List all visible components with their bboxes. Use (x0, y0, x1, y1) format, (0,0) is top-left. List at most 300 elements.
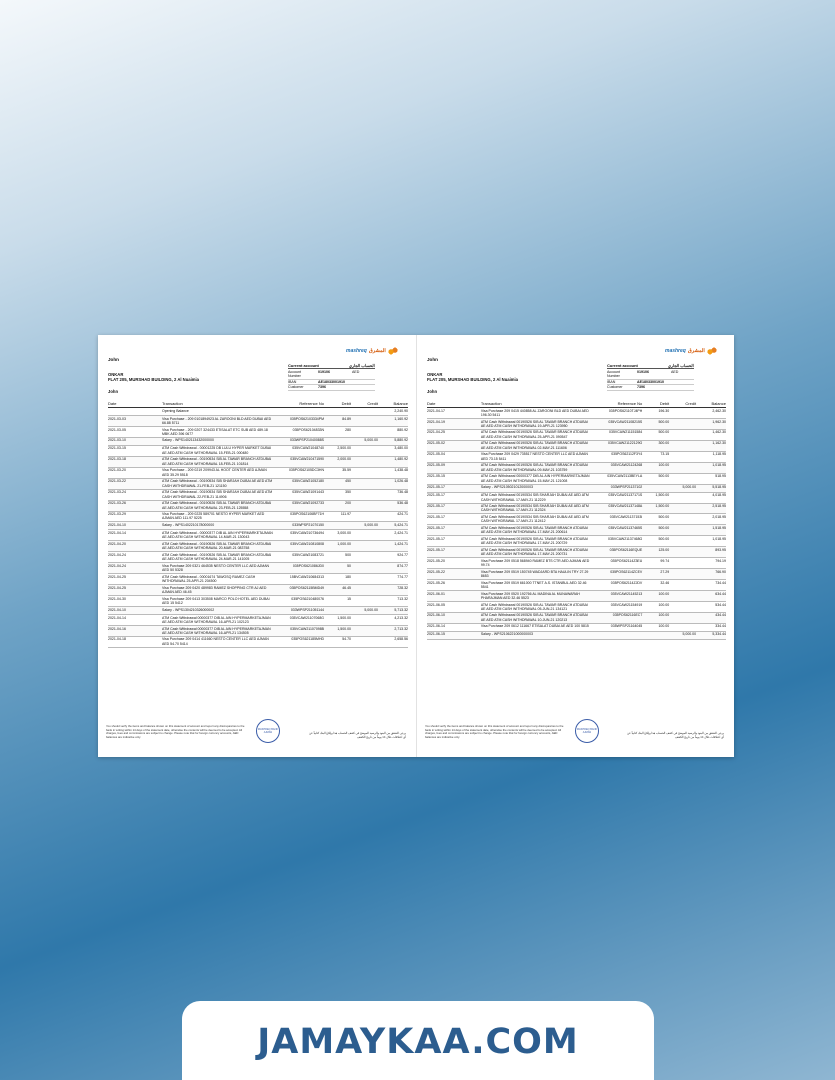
table-row (108, 607, 408, 615)
cell-desc: Visa Purchase 209 0429 735517 NESTO CENTER LLC AED AJMAN AED 73.15 5411 (480, 452, 588, 461)
cell-desc: Visa Purchase - 209 0225 589701 NESTO HYPER MARKET AED AJMAN AED 111.97 5225 (162, 512, 265, 521)
cell-ref (591, 632, 642, 638)
cell-credit (351, 479, 378, 488)
statement-page-2 (416, 335, 734, 757)
cell-bal: 766.90 (715, 569, 726, 574)
cell-bal: 4,213.32 (394, 615, 408, 620)
cell-bal: 5,713.32 (394, 607, 408, 612)
table-header (108, 401, 408, 408)
cell-bal: 634.44 (715, 591, 726, 596)
cell-debit: 1,500.00 (655, 493, 670, 498)
cell-debit: 46.45 (342, 585, 351, 590)
cell-ref: 035VCAW21137153I (609, 515, 643, 520)
cell-credit (351, 531, 378, 540)
cell-desc: ATM Cash Withdrawal 00190526 SIB AL TAWAR BRANCH ATDUBAI AE AED ATM CASH WITHDRAWAL 17-MAY-21 200731 (480, 547, 588, 557)
cell-desc: Visa Purchase - 209 0207 324433 ETISALAT ETC SUB AED 489.18 MBK AED 396 0677 (162, 427, 268, 436)
cell-desc: Salary - WPS1304210326000002 (162, 607, 215, 612)
cell-bal: 424.71 (397, 512, 408, 517)
cell-bal: 874.77 (397, 563, 408, 568)
bank-stamp (575, 719, 599, 743)
cell-ref: 035VCAW21145213 (610, 591, 643, 596)
cell-debit: 100.00 (658, 591, 670, 596)
cell-ref: 035VCAW21137171S (608, 493, 643, 498)
cell-date: 2021-03-24 (108, 490, 126, 495)
table-row (108, 626, 408, 637)
cell-bal: 924.77 (397, 552, 408, 557)
cell-bal: 1,438.48 (394, 468, 408, 473)
stamp-text: MASHREQ BANK AJMAN (257, 727, 279, 734)
bank-logo-ar: المشرق (687, 347, 705, 354)
cell-ref: 035VCAW21107098B (290, 626, 324, 631)
table-row (427, 452, 726, 463)
bank-logo-ar: المشرق (368, 347, 386, 354)
bank-logo (665, 347, 717, 355)
account-caption-en: Current account (288, 363, 319, 368)
cell-debit: 3,000.00 (337, 531, 351, 536)
cell-ref: 15BVCAW210684313 (289, 574, 324, 579)
column-header: Date (108, 401, 117, 406)
cell-debit: 500.00 (658, 536, 670, 541)
bank-stamp (256, 719, 280, 743)
cell-ref: 035POS62115BMD49 (289, 585, 324, 590)
cell-credit (351, 457, 378, 466)
cell-date: 2021-04-10 (108, 523, 126, 528)
cell-bal: 536.48 (397, 501, 408, 506)
table-row (108, 615, 408, 626)
account-row-value: AE18033001910 (318, 379, 345, 384)
account-row-value: 7396 (637, 385, 645, 390)
cell-debit: 300.00 (658, 441, 670, 446)
cell-debit (324, 608, 351, 614)
table-row (108, 552, 408, 563)
cell-debit: 73.15 (660, 452, 670, 457)
table-row (108, 490, 408, 501)
table-row (427, 536, 726, 547)
cell-date: 2021-06-05 (427, 602, 445, 607)
column-header: Debit (341, 401, 351, 406)
cell-debit: 2,000.00 (337, 457, 351, 462)
column-header: Reference No (617, 401, 643, 406)
cell-desc: ATM Cash Withdrawal 00190526 SIB AL TAWAR BRANCH ATDUBAI AE AED ATM CASH WITHDRAWAL 17-MAY-21 200729 (480, 536, 588, 546)
customer-address: FLAT 205, MURSHAD BUILDING, 2 Al Nuaimia (108, 377, 199, 383)
cell-ref: 035VCAW21137465S (608, 525, 643, 530)
cell-date: 2021-05-17 (427, 515, 445, 520)
cell-credit (669, 603, 696, 612)
cell-debit: 32.46 (660, 580, 670, 585)
cell-desc: ATM Cash Withdrawal - 00190534 SIB SHARJAH DUBAI AE AED ATM CASH WITHDRAWAL 21-FEB-21 121150 (162, 479, 273, 488)
column-header: Transaction (480, 401, 502, 406)
column-header: Reference No (299, 401, 324, 406)
transactions-table (427, 401, 726, 640)
account-row-label: IBAN (607, 379, 616, 384)
cell-desc: ATM Cash Withdrawal 00190526 SIB AL TAWAR BRANCH ATDUBAI AE AED ATM CASH WITHDRAWAL 25-APR-21 090547 (480, 430, 588, 439)
account-summary (288, 363, 375, 391)
cell-bal: 518.95 (715, 474, 726, 479)
cell-date: 2021-03-20 (108, 468, 126, 473)
account-row-label: Account Number (607, 370, 620, 379)
table-row (108, 416, 408, 427)
cell-bal: 334.44 (715, 624, 726, 629)
disclaimer-ar: يرجى التحقق من البنود والرصيد الموضح في كشف الحساب هذا وإبلاغ البنك كتابياً عن أي اختلافات خلال 14 يوماً من تاريخ الكشف (309, 731, 406, 739)
column-header: Balance (393, 401, 408, 406)
cell-credit: 5,000.00 (364, 523, 378, 528)
cell-credit (351, 446, 378, 455)
cell-date: 2021-03-18 (108, 457, 126, 462)
column-header: Debit (659, 401, 670, 406)
cell-debit (324, 409, 351, 415)
cell-ref: 035POS62106BF71H (290, 512, 324, 517)
cell-ref: 035POS621086JD0 (292, 563, 324, 568)
table-row (108, 468, 408, 479)
cell-bal: 1,160.92 (394, 416, 408, 421)
cell-debit: 350 (345, 490, 351, 495)
cell-ref: 035POS62114ZJDV (610, 580, 643, 585)
cell-credit: 5,000.00 (364, 607, 378, 612)
cell-debit: 125.00 (658, 547, 670, 552)
bank-logo-en: mashreq (346, 347, 367, 354)
cell-date: 2021-05-04 (427, 452, 445, 457)
cell-debit: 200 (345, 501, 351, 506)
cell-credit (669, 515, 696, 524)
cell-desc: ATM Cash Withdrawal - 00190534 SIB SHARJAH DUBAI AE AED ATM CASH WITHDRAWAL 22-FEB-21 114906 (162, 490, 273, 499)
table-row (427, 430, 726, 441)
cell-desc: Salary - WPS2105021012000003 (480, 485, 533, 490)
cell-debit: 100.00 (658, 602, 670, 607)
account-caption (288, 363, 375, 369)
column-header: Balance (711, 401, 726, 406)
cell-credit (351, 575, 378, 584)
cell-ref: 035POS62114ZCEV (610, 569, 643, 574)
cell-debit: 500.00 (658, 474, 670, 479)
cell-date: 2021-04-24 (108, 552, 126, 557)
cell-date: 2021-05-17 (427, 547, 445, 552)
cell-desc: ATM Cash Withdrawal - 00001674 TAWOSQ RAMEZ CASH WITHDRAWAL 25-APR-21 204500 (162, 574, 256, 584)
account-row-extra: AED (671, 370, 679, 374)
cell-date: 2021-04-24 (108, 563, 126, 568)
cell-bal: 2,462.30 (712, 408, 726, 413)
table-row (427, 525, 726, 536)
cell-debit: 1,500.00 (655, 504, 670, 509)
table-row (427, 485, 726, 493)
account-row (607, 385, 694, 390)
cell-desc: ATM Cash Withdrawal 00190526 SIB AL TAWAR BRANCH ATDUBAI AE AED ATM CASH WITHDRAWAL 10-JUN-21 120213 (480, 613, 588, 622)
table-row (108, 637, 408, 648)
cell-date (108, 409, 162, 415)
site-name[interactable]: JAMAYKAA.COM (257, 1022, 579, 1062)
cell-credit (669, 537, 696, 546)
cell-ref: 035VCAW21092733 (292, 501, 324, 506)
table-row (108, 563, 408, 574)
cell-desc: Visa Purchase - 209 0101894923 AL ZAROONI BLD AED DUBAI AED 66.88 5711 (162, 416, 272, 425)
cell-ref: 035VCAW21107068G (289, 615, 324, 620)
cell-debit: 500 (345, 552, 351, 557)
cell-debit: 1,500.00 (337, 615, 351, 620)
cell-credit (351, 586, 378, 595)
cell-bal: 1,424.71 (394, 541, 408, 546)
cell-desc: Visa Purchase 209 0414 411660 NESTO CENTER LLC AED AJMAN AED 54.70 5414 (162, 637, 269, 646)
cell-bal: 1,118.95 (712, 452, 726, 457)
table-row (427, 558, 726, 569)
cell-desc: Visa Purchase 209 0520 192766 AL MADINA AL MUNAWARAH PHARAJMAN AED 32.46 5523 (480, 591, 580, 600)
cell-debit (642, 485, 669, 491)
account-row-label: IBAN (288, 379, 297, 384)
cell-date: 2021-04-25 (108, 574, 126, 579)
cell-desc: ATM Cash Withdrawal 00190526 SIB AL TAWAR BRANCH ATDUBAI AE AED ATM CASH WITHDRAWAL 05-JUN-21 134121 (480, 602, 588, 611)
table-row (108, 438, 408, 446)
cell-debit: 1,500.00 (337, 626, 351, 631)
table-row (108, 530, 408, 541)
cell-desc: Visa Purchase 209 0420 489983 RAMEZ SHOPPING CTR AJ AED AJMAN AED 46.45 (162, 585, 267, 595)
cell-desc: ATM Cash Withdrawal 00190534 SIB SHARJAH DUBAI AE AED ATM CASH WITHDRAWAL 17-MAY-21 112324 (480, 504, 589, 513)
cell-credit (351, 428, 378, 437)
table-row (427, 474, 726, 485)
cell-credit (669, 581, 696, 590)
table-row (427, 408, 726, 419)
cell-date: 2021-05-17 (427, 504, 445, 509)
account-caption-ar: الحساب الجاري (348, 363, 375, 368)
account-caption-ar: الحساب الجاري (667, 363, 694, 368)
cell-ref: 035POS62104833N (292, 427, 324, 432)
cell-credit (669, 526, 696, 535)
account-row-value: 7396 (318, 385, 326, 390)
cell-debit: 84.89 (342, 416, 351, 421)
cell-desc: ATM Cash Withdrawal 00190526 SIB AL TAWAR BRANCH ATDUBAI AE AED ATM CASH WITHDRAWAL 09-MAY-21 103759 (480, 463, 588, 472)
cell-bal: 2,018.95 (712, 515, 726, 520)
table-row (108, 574, 408, 585)
cell-desc: Visa Purchase 209 0519 150745 WADJARD BTA HAULIN TRY 27.29 8653 (480, 569, 589, 579)
cell-date: 2021-05-02 (427, 441, 445, 446)
column-header: Credit (685, 401, 697, 406)
customer-name: ONKAR (427, 372, 443, 377)
table-row (108, 408, 408, 416)
cell-bal: 5,424.71 (394, 523, 408, 528)
cell-desc: ATM Cash Withdrawal - 00190526 SIB AL TAWAR BRANCH ATDUBAI AE AED ATM CASH WITHDRAWAL 20-MAR-21 083758 (162, 541, 272, 551)
cell-desc: Visa Purchase 209 0612 111667 ETISALAT DUBAI AE AED 100 5815 (480, 624, 589, 629)
cell-date: 2021-05-17 (427, 493, 445, 498)
cell-desc: Salary - WPS2106221000000003 (480, 632, 533, 637)
cell-bal: 713.32 (397, 596, 408, 601)
cell-date: 2021-05-26 (427, 580, 445, 585)
cell-debit: 27.29 (660, 569, 670, 574)
cell-desc: ATM Cash Withdrawal 00000377 DIB AL AIN HYPERMARKETAJMAN AE AED ATM CASH WITHDRAWAL 15-MAY-21 121008 (480, 474, 590, 483)
cell-debit: 280 (345, 427, 351, 432)
cell-date: 2021-03-10 (108, 438, 126, 443)
cell-ref: 035VCAW21154919 (610, 602, 643, 607)
table-row (108, 446, 408, 457)
cell-ref: 035VCAW210736494 (290, 531, 324, 536)
cell-date: 2021-04-18 (108, 637, 126, 642)
account-row (288, 385, 375, 390)
cell-ref: 035VCAW2113BEYLA (607, 474, 643, 479)
cell-bal: 728.32 (397, 585, 408, 590)
cell-credit (351, 637, 378, 646)
cell-debit: 100.00 (658, 613, 670, 618)
cell-desc: ATM Cash Withdrawal - 00190526 SIB AL TAWAR BRANCH ATDUBAI AE AED ATM CASH WITHDRAWAL 23-FEB-21 125558 (162, 501, 272, 510)
table-row (108, 541, 408, 552)
cell-date: 2021-06-15 (427, 632, 445, 637)
cell-debit: 500.00 (658, 525, 670, 530)
cell-debit: 15 (347, 596, 351, 601)
cell-date: 2021-05-09 (427, 463, 445, 468)
cell-credit (351, 512, 378, 521)
table-row (427, 632, 726, 640)
disclaimer-ar: يرجى التحقق من البنود والرصيد الموضح في كشف الحساب هذا وإبلاغ البنك كتابياً عن أي اختلافات خلال 14 يوماً من تاريخ الكشف (627, 731, 724, 739)
table-row (427, 547, 726, 558)
customer-block (427, 372, 518, 394)
cell-date: 2021-05-17 (427, 485, 445, 490)
table-row (427, 493, 726, 504)
holder-name-secondary: John (427, 388, 438, 394)
table-row (427, 441, 726, 452)
cell-debit: 180 (345, 574, 351, 579)
cell-desc: ATM Cash Withdrawal 00190526 SIB AL TAWAR BRANCH ATDUBAI AE AED ATM CASH WITHDRAWAL 17-MAY-21 200614 (480, 525, 588, 535)
cell-debit: 111.97 (340, 512, 351, 517)
stamp-text: MASHREQ BANK AJMAN (576, 727, 598, 734)
cell-bal: 5,518.95 (712, 485, 726, 490)
cell-ref: 035POS62116EQUE (609, 547, 643, 552)
cell-credit: 5,000.00 (682, 485, 697, 490)
cell-desc: Visa Purchase 209 0519 661000 TTNET A.S. ISTANBUL AED 32.46 5541 (480, 580, 587, 590)
table-row (108, 512, 408, 523)
cell-ref: 035WPSP21164045 (610, 624, 643, 629)
cell-ref: 035POS6210480076 (291, 596, 324, 601)
table-row (427, 514, 726, 525)
bank-mark-icon (388, 347, 398, 355)
customer-name: ONKAR (108, 372, 124, 377)
cell-desc: Visa Purchase 209 0321 464535 NESTO CENTER LLC AED AJMAN AED 50 5328 (162, 563, 270, 573)
cell-ref: 035VCAW210471590 (290, 457, 324, 462)
cell-credit (669, 420, 696, 429)
cell-date: 2021-03-26 (108, 501, 126, 506)
table-row (108, 457, 408, 468)
cell-date: 2021-05-15 (427, 474, 445, 479)
cell-debit: 2,500.00 (337, 446, 351, 451)
bank-mark-icon (707, 347, 717, 355)
account-summary (607, 363, 694, 391)
cell-date: 2021-05-20 (427, 558, 445, 563)
cell-credit (669, 463, 696, 472)
holder-name: John (427, 357, 438, 362)
table-row (108, 522, 408, 530)
cell-ref: 035VCAW21124268 (610, 463, 643, 468)
holder-name: John (108, 357, 119, 362)
cell-date: 2021-06-10 (427, 613, 445, 618)
cell-credit (351, 490, 378, 499)
table-row (427, 591, 726, 602)
cell-bal: 1,018.95 (712, 463, 726, 468)
cell-debit: 500.00 (658, 419, 670, 424)
cell-bal: 794.19 (715, 558, 726, 563)
cell-credit (351, 627, 378, 636)
cell-debit: 196.30 (658, 408, 670, 413)
cell-bal: 736.48 (397, 490, 408, 495)
table-row (427, 419, 726, 430)
cell-desc: ATM Cash Withdrawal - 00000377 DIB AL AIN HYPERMARKETAJMAN AE AED ATM CASH WITHDRAWAL 14-MAR-21 130043 (162, 531, 273, 540)
cell-ref: 035VCAW21137148A (608, 504, 643, 509)
cell-desc: Visa Purchase 209 0415 440858 AL ZAROONI BLD AED DUBAI AED 196.30 5411 (480, 408, 589, 417)
cell-date: 2021-04-17 (427, 408, 445, 413)
cell-credit (669, 624, 696, 630)
account-row-extra: AED (352, 370, 360, 374)
cell-date: 2021-06-01 (427, 591, 445, 596)
cell-bal: 5,334.44 (712, 632, 726, 637)
cell-ref (273, 409, 324, 415)
cell-credit (351, 564, 378, 573)
cell-bal: 774.77 (397, 574, 408, 579)
cell-ref: 035POS62110TJ4PH (608, 408, 643, 413)
bank-logo (346, 347, 398, 355)
cell-date: 2021-04-25 (108, 585, 126, 590)
customer-block (108, 372, 199, 394)
cell-credit (351, 542, 378, 551)
table-row (427, 602, 726, 613)
cell-desc: ATM Cash Withdrawal 00190526 SIB AL TAWAR BRANCH ATDUBAI AE AED ATM CASH WITHDRAWAL 19-APR-21 123950 (480, 419, 588, 428)
cell-bal: 880.92 (397, 427, 408, 432)
table-row (427, 613, 726, 624)
cell-credit (669, 592, 696, 601)
cell-ref: 035VCAW21122129G (608, 441, 643, 446)
account-row (288, 370, 375, 380)
cell-ref: 035VCAW21083721 (292, 552, 324, 557)
table-row (427, 569, 726, 580)
table-row (427, 580, 726, 591)
cell-ref: 035VCAW21052180 (292, 479, 324, 484)
table-row (108, 585, 408, 596)
cell-desc: Visa Purchase 209 0518 568940 RAMEZ BTS CTR AED AJMAN AED 99.74 (480, 558, 590, 568)
account-row-value: 019106 (318, 370, 330, 374)
cell-desc: ATM Cash Withdrawal 00000377 DIB AL AIN HYPERMARKETAJMAN AE AED ATM CASH WITHDRAWAL 16-APR-21 134505 (162, 626, 271, 635)
cell-ref: 035POS62114Z3EU (610, 558, 643, 563)
cell-bal: 2,518.95 (712, 504, 726, 509)
cell-date: 2021-06-14 (427, 624, 445, 629)
cell-desc: ATM Cash Withdrawal 00000377 DIB AL AIN HYPERMARKETAJMAN AE AED ATM CASH WITHDRAWAL 16-APR-21 102123 (162, 615, 271, 624)
cell-credit (351, 616, 378, 625)
cell-credit (669, 409, 696, 418)
cell-credit (669, 548, 696, 557)
site-banner[interactable] (182, 1001, 654, 1080)
cell-bal: 734.44 (715, 580, 726, 585)
table-row (108, 596, 408, 607)
cell-credit (669, 474, 696, 483)
cell-ref: 035VCAW21091443 (292, 490, 324, 495)
cell-credit (351, 597, 378, 606)
cell-bal: 1,518.95 (712, 525, 726, 530)
cell-desc: Visa Purchase 209 0413 303508 MARCO POLO HOTEL AED DUBAI AED 15 5412 (162, 596, 270, 606)
cell-debit: 54.70 (342, 637, 351, 642)
column-header: Date (427, 401, 436, 406)
account-row-label: Customer (288, 385, 304, 390)
cell-debit (324, 523, 351, 529)
cell-ref: 035POS62112F3Y4 (611, 452, 643, 457)
cell-date: 2021-03-15 (108, 446, 126, 451)
cell-date: 2021-04-14 (108, 531, 126, 536)
cell-debit: 35.59 (342, 468, 351, 473)
cell-credit (669, 441, 696, 450)
cell-ref: 035POS62116EC7 (612, 613, 643, 618)
cell-debit (642, 632, 669, 638)
cell-date: 2021-03-03 (108, 416, 126, 421)
cell-date: 2021-05-22 (427, 569, 445, 574)
disclaimer-en: You should verify the items and balance shown on this statement of account and report any discrepancies to the bank in writing within 14 days of the statement date, otherwise the contents will be deemed to be accepted. All charges, fees and commissions are subject to change. Please note that for foreign currency accounts, AED balances are indicative only. (425, 724, 564, 739)
cell-credit (669, 493, 696, 502)
column-header: Transaction (162, 401, 183, 406)
cell-date: 2021-04-10 (108, 607, 126, 612)
cell-bal: 1,026.48 (394, 479, 408, 484)
cell-date: 2021-05-17 (427, 536, 445, 541)
cell-date: 2021-04-16 (108, 626, 126, 631)
cell-ref: 035POS62105DC3HN (288, 468, 324, 473)
cell-ref: 033WPSP21040088S (289, 438, 324, 443)
